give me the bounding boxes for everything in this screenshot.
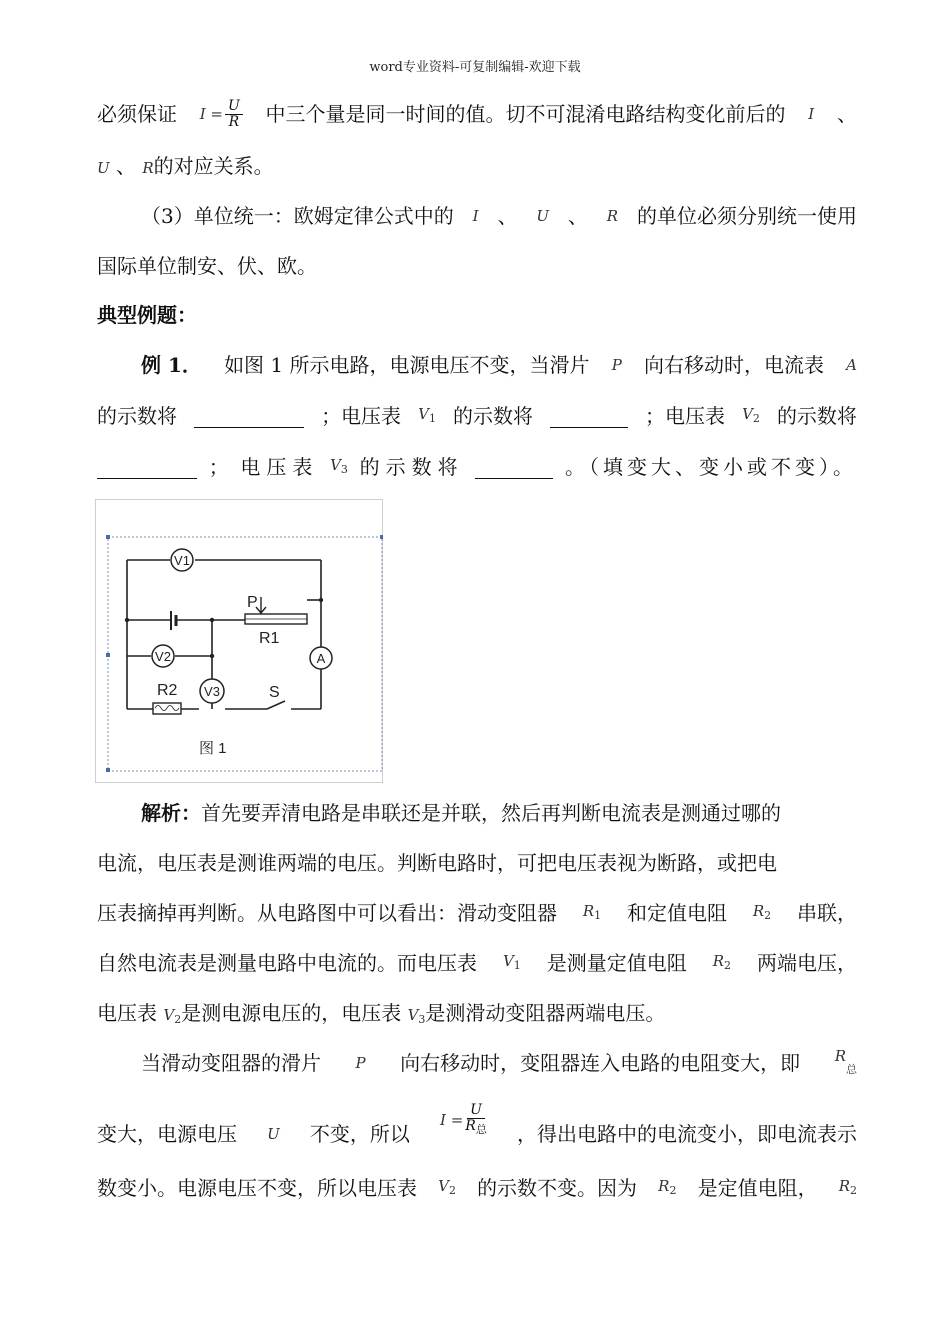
answer-blank-1[interactable] [194, 405, 304, 428]
section-title: 典型例题： [97, 303, 197, 327]
p2-line1 [141, 198, 857, 234]
example1-text-j: 的示数将 [359, 455, 464, 479]
last-text-1a: 当滑动变阻器的滑片 [141, 1051, 321, 1075]
var-a: A [846, 356, 857, 374]
svg-text:V2: V2 [155, 649, 171, 664]
example1-text-e: 的示数将 [452, 404, 533, 428]
p1-text-c: 、 [836, 102, 857, 126]
var-r2: $R_2$ [658, 1176, 677, 1197]
voltmeter-v2 [152, 645, 174, 667]
analysis-text-5a: 电压表 [97, 1001, 157, 1025]
analysis-text-4b: 是测量定值电阻 [546, 951, 687, 975]
p1-text-d: 的对应关系。 [153, 154, 274, 178]
var-p: P [611, 356, 622, 374]
analysis-text-3a: 压表摘掉再判断。从电路图中可以看出：滑动变阻器 [97, 901, 557, 925]
analysis-text-5b: 是测电源电压的，电压表 [181, 1001, 402, 1025]
circuit-figure [95, 499, 383, 783]
analysis-line2: 电流，电压表是测谁两端的电压。判断电路时，可把电压表视为断路，或把电 [97, 851, 777, 875]
formula-fraction [225, 99, 243, 130]
example1-text-c: 的示数将 [97, 404, 177, 428]
example1-text-i: 电压表 [240, 455, 319, 479]
formula-numerator: U [467, 1103, 485, 1119]
label-p: P [247, 594, 258, 611]
analysis-line1 [141, 795, 857, 831]
analysis-text-1: 首先要弄清电路是串联还是并联，然后再判断电流表是测通过哪的 [201, 801, 781, 825]
last-text-3a: 数变小。电源电压不变，所以电压表 [97, 1176, 417, 1200]
figure-caption: 图 1 [199, 740, 227, 757]
last-text-1b: 向右移动时，变阻器连入电路的电阻变大，即 [400, 1051, 801, 1075]
answer-blank-4[interactable] [475, 456, 553, 479]
example1-text-d: ；电压表 [321, 404, 402, 428]
voltmeter-v3 [200, 679, 224, 703]
example1-text-b: 向右移动时，电流表 [643, 353, 824, 377]
p1-sep: 、 [116, 154, 137, 178]
var-i: I [808, 105, 815, 123]
var-p: P [355, 1054, 366, 1072]
svg-text:V3: V3 [204, 684, 220, 699]
p1-line2 [97, 148, 857, 184]
analysis-text-4c: 两端电压， [756, 951, 857, 975]
var-i: I [472, 207, 479, 225]
selection-handle [380, 535, 383, 539]
figure-frame [96, 500, 383, 783]
var-r1: $R_1$ [582, 901, 602, 922]
example1-text-a: 如图 1 所示电路，电源电压不变，当滑片 [224, 353, 590, 377]
var-u: U [97, 159, 110, 177]
analysis-line4 [97, 945, 857, 981]
voltmeter-v1 [171, 549, 193, 571]
p2-text-a: （3）单位统一：欧姆定律公式中的 [141, 204, 454, 228]
example1-line2 [97, 398, 857, 434]
label-s: S [269, 684, 280, 701]
formula-denominator: $R_总$ [465, 1118, 487, 1136]
var-r: R [606, 207, 619, 225]
formula-denominator: R [228, 113, 240, 130]
var-r: R [142, 159, 154, 177]
analysis-label: 解析： [141, 801, 201, 825]
example-label: 例 1． [141, 353, 202, 377]
analysis-text-3c: 串联， [796, 901, 857, 925]
var-v2: $V_2$ [163, 1006, 182, 1026]
last-text-3c: 是定值电阻， [697, 1176, 818, 1200]
var-u: U [267, 1125, 280, 1143]
last-text-3b: 的示数不变。因为 [477, 1176, 638, 1200]
example1-text-f: ；电压表 [645, 404, 726, 428]
last-text-2c: ，得出电路中的电流变小，即电流表示 [516, 1122, 857, 1146]
p1-text-b: 中三个量是同一时间的值。切不可混淆电路结构变化前后的 [265, 102, 786, 126]
var-r2: $R_2$ [712, 951, 731, 972]
p1-line1 [97, 96, 857, 132]
formula-lhs: I = [199, 105, 223, 123]
ammeter-a [310, 647, 332, 669]
example1-line3 [97, 449, 857, 485]
formula-lhs: I = [440, 1111, 464, 1129]
var-v1: $V_1$ [418, 404, 436, 425]
formula-fraction [465, 1103, 487, 1137]
analysis-line3 [97, 895, 857, 931]
answer-blank-3[interactable] [97, 456, 197, 479]
var-r-total: $R_总$ [834, 1047, 857, 1076]
last-line3 [97, 1170, 857, 1206]
example1-text-h: ； [208, 455, 229, 479]
example1-text-k: 。（填变大、变小或不变）。 [564, 455, 857, 479]
selection-handle [106, 768, 110, 772]
selection-handle [106, 535, 110, 539]
var-v3: $V_3$ [330, 455, 348, 476]
last-text-2b: 不变，所以 [309, 1122, 410, 1146]
analysis-line5 [97, 995, 857, 1031]
var-v2: $V_2$ [742, 404, 760, 425]
analysis-text-5c: 是测滑动变阻器两端电压。 [425, 1001, 666, 1025]
formula-ohm-total [440, 1098, 487, 1142]
label-r1: R1 [259, 630, 280, 647]
label-r2: R2 [157, 682, 178, 699]
p2-text-b: 的单位必须分别统一使用 [636, 204, 857, 228]
formula-numerator: U [225, 99, 243, 115]
page-header: word专业资料-可复制编辑-欢迎下载 [369, 60, 581, 75]
last-line2 [97, 1102, 857, 1156]
answer-blank-2[interactable] [550, 405, 628, 428]
last-line1 [141, 1045, 857, 1081]
var-r2: $R_2$ [752, 901, 772, 922]
var-r2: $R_2$ [838, 1176, 857, 1197]
var-v3: $V_3$ [407, 1006, 426, 1026]
var-u: U [536, 207, 549, 225]
svg-text:V1: V1 [174, 553, 190, 568]
last-text-2a: 变大，电源电压 [97, 1122, 237, 1146]
p2-sep1: 、 [497, 204, 518, 228]
example1-line1 [141, 347, 857, 383]
analysis-text-3b: 和定值电阻 [626, 901, 727, 925]
example1-text-g: 的示数将 [776, 404, 857, 428]
p1-text-a: 必须保证 [97, 102, 177, 126]
var-v2: $V_2$ [438, 1176, 456, 1197]
svg-text:A: A [316, 651, 326, 666]
formula-ohm [200, 96, 243, 132]
p2-sep2: 、 [567, 204, 588, 228]
analysis-text-4a: 自然电流表是测量电路中电流的。而电压表 [97, 951, 477, 975]
p2-line2: 国际单位制安、伏、欧。 [97, 254, 317, 278]
selection-handle [106, 653, 110, 657]
var-v1: $V_1$ [502, 951, 521, 972]
